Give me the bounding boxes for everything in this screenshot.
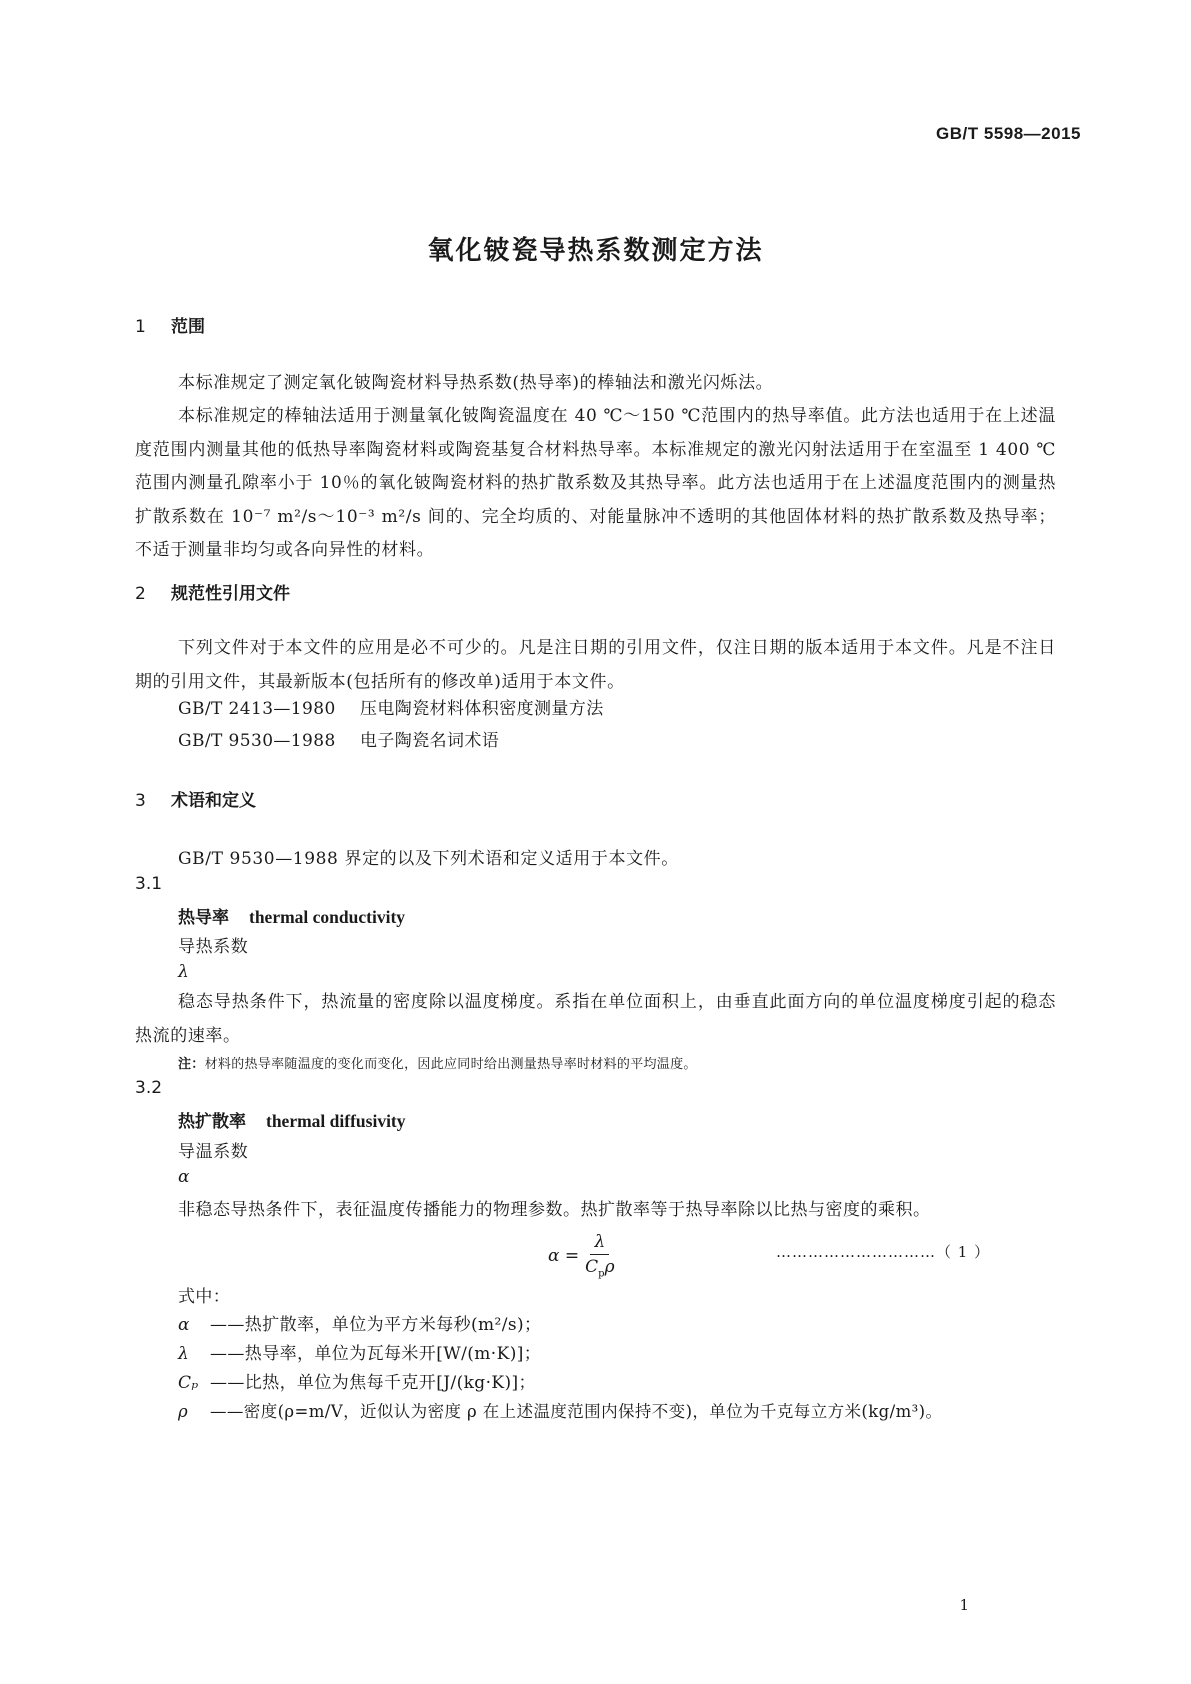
where-symbol: λ <box>178 1344 190 1364</box>
section-title: 术语和定义 <box>171 791 256 811</box>
term-definition: 非稳态导热条件下，表征温度传播能力的物理参数。热扩散率等于热导率除以比热与密度的乘积。 <box>178 1200 931 1220</box>
where-symbol: ρ <box>178 1402 189 1421</box>
section-number: 3 <box>135 791 146 811</box>
symbol-rho: ρ <box>604 1257 615 1277</box>
section-1-paragraph-2: 本标准规定的棒轴法适用于测量氧化铍陶瓷温度在 40 ℃～150 ℃范围内的热导率值。此方法也适用于在上述温度范围内测量其他的低热导率陶瓷材料或陶瓷基复合材料热导率。本标准规定的激光闪射法适用于在室温至 1 400 ℃范围内测量孔隙率小于 10％的氧化铍陶瓷材料的热扩散系数及其热导率。此方法也适用于在上述温度范围内的测量热扩散系数在 10⁻⁷ m²/s～10⁻³ m²/s 间的、完全均质的、对能量脉冲不透明的其他固体材料的热扩散系数及热导率；不适于测量非均匀或各向异性的材料。 <box>135 406 1056 560</box>
where-item <box>178 1339 541 1364</box>
term-en: thermal conductivity <box>249 907 406 927</box>
formula-fraction <box>585 1232 614 1279</box>
where-text: ——热导率，单位为瓦每米开[W/(m·K)]； <box>210 1344 542 1364</box>
section-title: 规范性引用文件 <box>171 584 290 604</box>
section-number: 1 <box>135 317 146 337</box>
term-heading <box>178 1107 406 1132</box>
formula-number: …………………………（ 1 ） <box>776 1243 991 1261</box>
term-heading <box>178 903 405 928</box>
normative-reference <box>178 726 499 751</box>
formula-denominator <box>585 1255 614 1279</box>
term-number: 3.2 <box>135 1078 163 1098</box>
standard-number: GB/T 5598—2015 <box>936 124 1081 143</box>
formula-lhs: α = <box>548 1245 580 1266</box>
note-text: 材料的热导率随温度的变化而变化，因此应同时给出测量热导率时材料的平均温度。 <box>204 1057 697 1072</box>
term-number: 3.1 <box>135 874 163 894</box>
symbol-c: C <box>585 1257 599 1277</box>
page-number: 1 <box>959 1596 969 1614</box>
where-text: ——比热，单位为焦每千克开[J/(kg·K)]； <box>210 1373 536 1393</box>
formula-numerator: λ <box>590 1232 609 1255</box>
where-item <box>178 1310 541 1335</box>
term-synonym: 导温系数 <box>178 1142 249 1162</box>
term-symbol: λ <box>178 962 189 982</box>
reference-code: GB/T 9530—1988 <box>178 731 336 751</box>
note-label: 注： <box>178 1057 205 1072</box>
term-definition: 稳态导热条件下，热流量的密度除以温度梯度。系指在单位面积上，由垂直此面方向的单位温度梯度引起的稳态热流的速率。 <box>135 992 1056 1046</box>
where-text: ——密度(ρ=m/V，近似认为密度 ρ 在上述温度范围内保持不变)，单位为千克每立方米(kg/m³)。 <box>210 1402 943 1421</box>
section-3-heading <box>135 786 256 811</box>
section-3-intro: GB/T 9530—1988 界定的以及下列术语和定义适用于本文件。 <box>178 849 679 869</box>
normative-reference <box>178 694 604 719</box>
term-synonym: 导热系数 <box>178 937 249 957</box>
reference-code: GB/T 2413—1980 <box>178 699 336 719</box>
section-2-paragraph: 下列文件对于本文件的应用是必不可少的。凡是注日期的引用文件，仅注日期的版本适用于本文件。凡是不注日期的引用文件，其最新版本(包括所有的修改单)适用于本文件。 <box>135 638 1056 692</box>
where-item <box>178 1398 942 1422</box>
where-symbol: α <box>178 1315 190 1335</box>
formula-1 <box>548 1232 615 1279</box>
symbol-subscript: p <box>598 1268 605 1280</box>
document-title: 氧化铍瓷导热系数测定方法 <box>427 236 764 266</box>
term-note <box>178 1053 697 1072</box>
section-2-heading <box>135 579 290 604</box>
section-number: 2 <box>135 584 146 604</box>
term-zh: 热扩散率 <box>178 1112 246 1132</box>
term-zh: 热导率 <box>178 908 229 928</box>
section-1-paragraph-1: 本标准规定了测定氧化铍陶瓷材料导热系数(热导率)的棒轴法和激光闪烁法。 <box>178 373 774 393</box>
term-symbol: α <box>178 1167 190 1187</box>
where-text: ——热扩散率，单位为平方米每秒(m²/s)； <box>210 1315 542 1335</box>
where-symbol: Cₚ <box>178 1373 199 1393</box>
where-item <box>178 1368 536 1393</box>
section-title: 范围 <box>171 317 205 337</box>
reference-title: 压电陶瓷材料体积密度测量方法 <box>360 699 604 719</box>
section-1-heading <box>135 312 205 337</box>
where-label: 式中： <box>178 1287 231 1307</box>
term-en: thermal diffusivity <box>266 1111 406 1131</box>
reference-title: 电子陶瓷名词术语 <box>360 731 500 751</box>
